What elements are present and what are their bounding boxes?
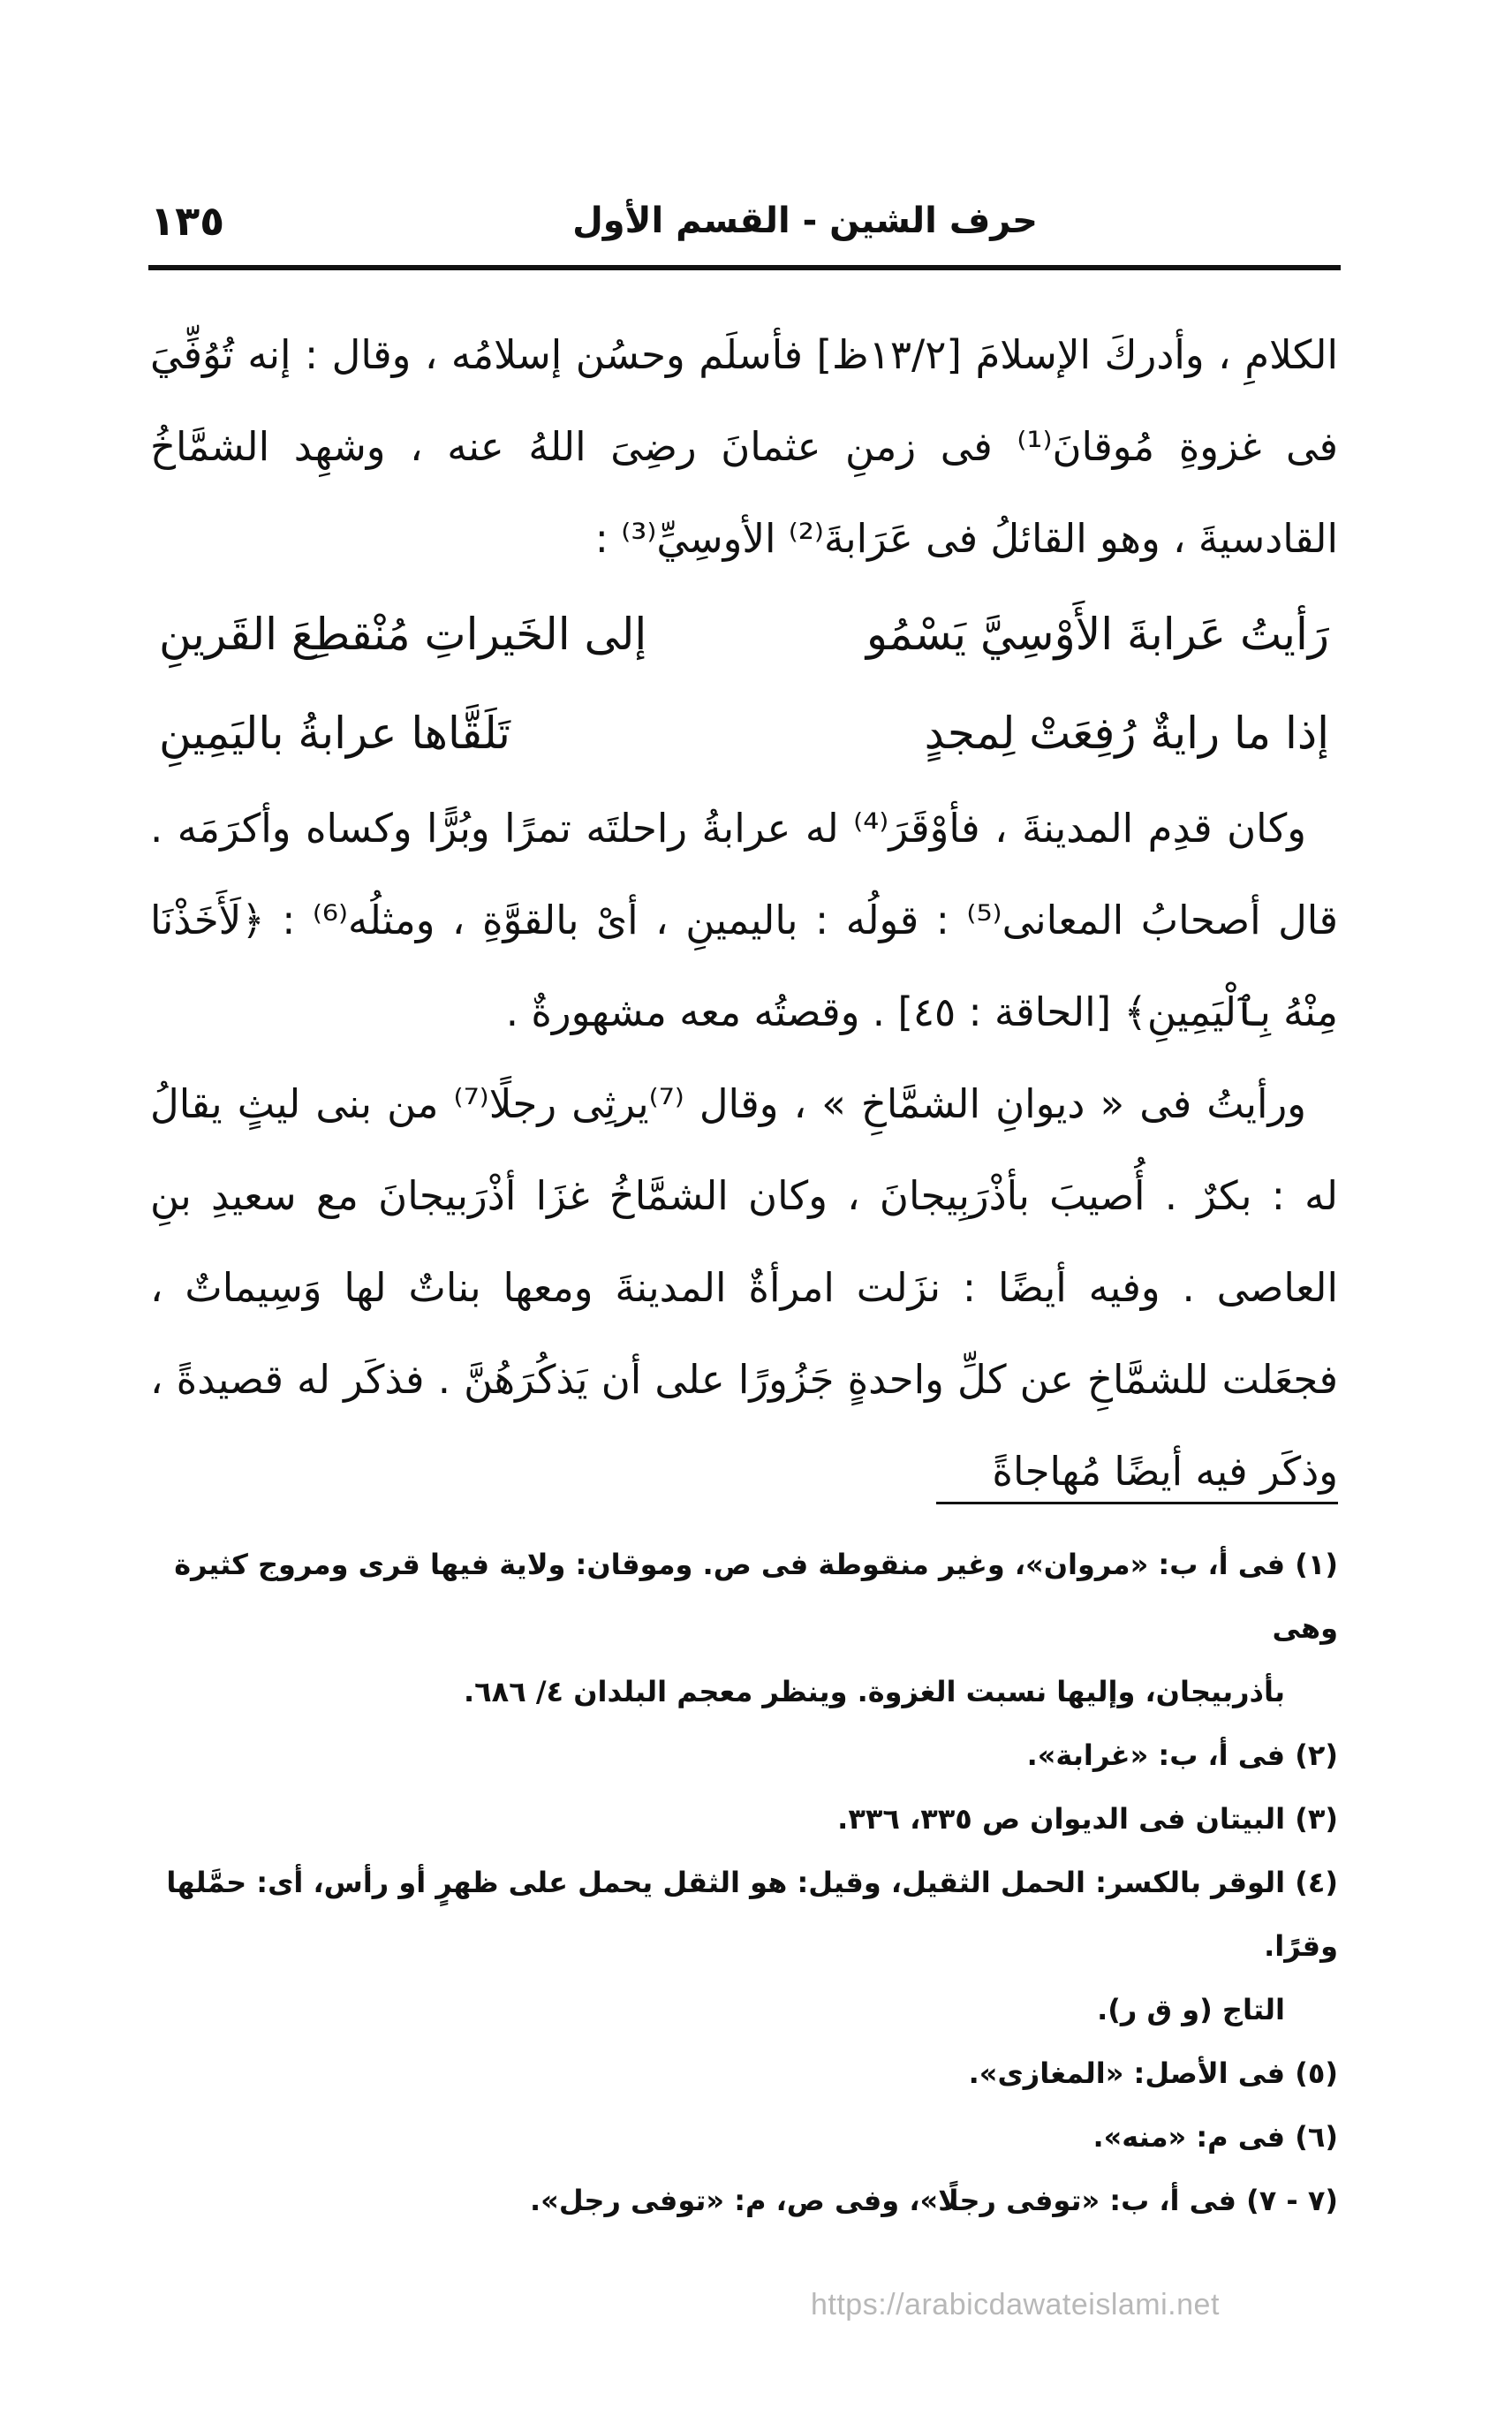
footnote-2: (٢) فى أ، ب: «غرابة». — [1026, 1738, 1338, 1772]
footnote-4-continued: التاج (و ق ر). — [1097, 1993, 1285, 2026]
paragraph-1: الكلامِ ، وأدركَ الإسلامَ [١٣/٢ظ] فأسلَم وحسُن إسلامُه ، وقال : إنه تُوُفِّيَ فى غزوةِ مُوقانَ⁽¹⁾ فى زمنِ عثمانَ رضِىَ اللهُ عنه ، وشهِد الشمَّاخُ القادسيةَ ، وهو القائلُ فى عَرَابةَ⁽²⁾ الأوسِيِّ⁽³⁾ : — [150, 331, 1338, 562]
footnote-1: (١) فى أ، ب: «مروان»، وغير منقوطة فى ص. وموقان: ولاية فيها قرى ومروج كثيرة وهى — [174, 1548, 1338, 1645]
verse-1-second-hemistich: إلى الخَيراتِ مُنْقطِعَ القَرينِ — [159, 609, 647, 660]
verse-line-1 — [150, 585, 1338, 684]
footnote-3: (٣) البيتان فى الديوان ص ٣٣٥، ٣٣٦. — [837, 1802, 1338, 1836]
footnote-separator — [936, 1502, 1338, 1504]
running-title: حرف الشين - القسم الأول — [572, 201, 1038, 241]
paragraph-3: ورأيتُ فى « ديوانِ الشمَّاخِ » ، وقال ⁽⁷⁾يرثِى رجلًا⁽⁷⁾ من بنى ليثٍ يقالُ له : بكرٌ . أُصيبَ بأذْرَبِيجانَ ، وكان الشمَّاخُ غزَا أذْرَبيجانَ مع سعيدِ بنِ العاصى . وفيه أيضًا : نزَلت امرأةٌ المدينةَ ومعها بناتٌ لها وَسِيماتٌ ، فجعَلت للشمَّاخِ عن كلِّ واحدةٍ جَزُورًا على أن يَذكُرَهُنَّ . فذكَر له قصيدةً ، وذكَر فيه أيضًا مُهاجاةً — [150, 1080, 1338, 1495]
page-header — [150, 186, 1338, 256]
paragraph-2: وكان قدِم المدينةَ ، فأوْقَرَ⁽⁴⁾ له عرابةُ راحلتَه تمرًا وبُرًّا وكساه وأكرَمَه . قال أصحابُ المعانى⁽⁵⁾ : قولُه : باليمينِ ، أىْ بالقوَّةِ ، ومثلُه⁽⁶⁾ : ﴿لَأَخَذْنَا مِنْهُ بِٱلْيَمِينِ﴾ [الحاقة : ٤٥] . وقصتُه معه مشهورةٌ . — [150, 805, 1339, 1035]
main-text — [150, 309, 1338, 1518]
footnote-5: (٥) فى الأصل: «المغازى». — [968, 2056, 1338, 2090]
verse-1-first-hemistich: رَأيتُ عَرابةَ الأَوْسِيَّ يَسْمُو — [866, 609, 1329, 660]
footnote-4: (٤) الوقر بالكسر: الحمل الثقيل، وقيل: هو الثقل يحمل على ظهرٍ أو رأس، أى: حمَّلها وقرًا. — [166, 1866, 1338, 1963]
footnotes — [150, 1533, 1338, 2232]
footnote-6: (٦) فى م: «منه». — [1092, 2120, 1338, 2154]
page-number: ١٣٥ — [150, 197, 225, 245]
footnote-1-continued: بأذربيجان، وإليها نسبت الغزوة. وينظر معجم البلدان ٤/ ٦٨٦. — [463, 1675, 1285, 1708]
verse-2-first-hemistich: إذا ما رايةٌ رُفِعَتْ لِمجدٍ — [924, 708, 1329, 759]
footnote-7: (٧ - ٧) فى أ، ب: «توفى رجلًا»، وفى ص، م: «توفى رجل». — [530, 2184, 1338, 2217]
verse-2-second-hemistich: تَلَقَّاها عرابةُ باليَمِينِ — [159, 708, 510, 759]
header-rule — [148, 265, 1341, 270]
verse-line-2 — [150, 684, 1338, 783]
watermark-url: https://arabicdawateislami.net — [811, 2288, 1220, 2321]
